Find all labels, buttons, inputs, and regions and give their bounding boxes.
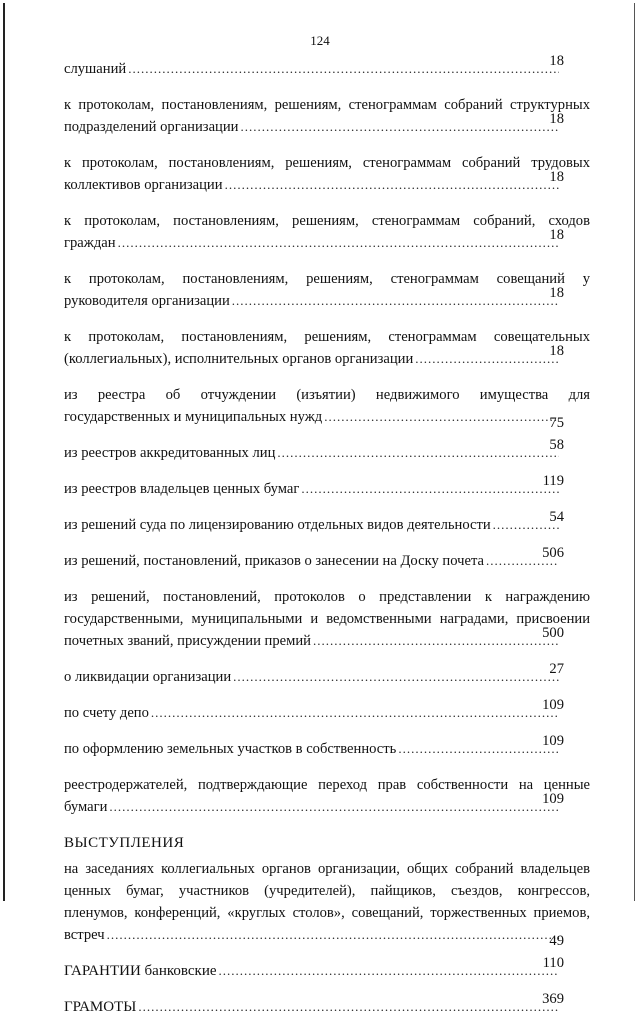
page-number: 124: [310, 33, 330, 48]
page-ref: 18: [549, 169, 564, 185]
index-entry: [64, 858, 590, 949]
entry-last-line: встреч .....: [64, 924, 561, 946]
entry-last-line: из реестров аккредитованных лиц .....: [64, 442, 561, 464]
page-ref: 27: [549, 661, 564, 677]
page-ref: 369: [542, 991, 564, 1007]
section-heading: ВЫСТУПЛЕНИЯ: [64, 835, 185, 851]
entry-last-line: почетных званий, присуждении премий .....: [64, 630, 561, 652]
page-ref: 119: [542, 473, 564, 489]
entry-last-line: руководителя организации .....: [64, 290, 561, 312]
entry-last-line: бумаги .....: [64, 796, 561, 818]
page-ref: 58: [549, 437, 564, 453]
index-entry: [64, 94, 590, 138]
entry-line: из решений, постановлений, протоколов о представлении к награждению: [64, 589, 590, 605]
index-entry: [64, 384, 590, 431]
index-entry: [64, 774, 590, 818]
page-ref: 110: [542, 955, 564, 971]
entry-last-line: (коллегиальных), исполнительных органов организации .....: [64, 348, 561, 370]
page-ref: 75: [549, 415, 564, 431]
page-ref: 109: [542, 791, 564, 807]
entry-line: к протоколам, постановлениям, решениям, стенограммам совещательных: [64, 329, 590, 345]
entry-last-line: государственных и муниципальных нужд .....: [64, 406, 561, 428]
index-content: [64, 53, 590, 1021]
index-entry: [64, 545, 590, 572]
entry-last-line: подразделений организации .....: [64, 116, 561, 138]
entry-last-line: ГРАМОТЫ .....: [64, 996, 561, 1018]
page-ref: 500: [542, 625, 564, 641]
index-entry: [64, 53, 590, 80]
index-entry: [64, 509, 590, 536]
index-entry: [64, 586, 590, 652]
entry-line: к протоколам, постановлениям, решениям, стенограммам совещаний у: [64, 271, 590, 287]
entry-line: на заседаниях коллегиальных органов организации, общих собраний владельцев: [64, 861, 590, 877]
page-ref: 18: [549, 343, 564, 359]
index-entry: [64, 268, 590, 312]
index-entry: [64, 473, 590, 500]
entry-last-line: из решений, постановлений, приказов о занесении на Доску почета .....: [64, 550, 561, 572]
entry-line: к протоколам, постановлениям, решениям, стенограммам собраний структурных: [64, 97, 590, 113]
page-ref: 18: [549, 111, 564, 127]
entry-last-line: слушаний .....: [64, 58, 561, 80]
index-entry: [64, 955, 590, 982]
entry-line: к протоколам, постановлениям, решениям, стенограммам собраний, сходов: [64, 213, 590, 229]
entry-line: государственными, муниципальными и ведомственными наградами, присвоении: [64, 611, 590, 627]
index-entry: [64, 697, 590, 724]
entry-last-line: по оформлению земельных участков в собственность .....: [64, 738, 561, 760]
index-entry: [64, 991, 590, 1018]
index-entry: [64, 661, 590, 688]
entry-line: пленумов, конференций, «круглых столов», совещаний, торжественных приемов,: [64, 905, 590, 921]
page-ref: 109: [542, 697, 564, 713]
entry-line: из реестра об отчуждении (изъятии) недвижимого имущества для: [64, 387, 590, 403]
entry-last-line: из реестров владельцев ценных бумаг .....: [64, 478, 561, 500]
page-ref: 18: [549, 53, 564, 69]
page-ref: 506: [542, 545, 564, 561]
entry-line: ценных бумаг, участников (учредителей), пайщиков, съездов, конгрессов,: [64, 883, 590, 899]
index-entry: [64, 152, 590, 196]
entry-last-line: из решений суда по лицензированию отдельных видов деятельности .....: [64, 514, 561, 536]
entry-last-line: о ликвидации организации .....: [64, 666, 561, 688]
index-entry: [64, 437, 590, 464]
page-ref: 109: [542, 733, 564, 749]
entry-last-line: коллективов организации .....: [64, 174, 561, 196]
page-ref: 18: [549, 285, 564, 301]
entry-last-line: граждан .....: [64, 232, 561, 254]
page-ref: 54: [549, 509, 564, 525]
entry-line: к протоколам, постановлениям, решениям, стенограммам собраний трудовых: [64, 155, 590, 171]
page-ref: 49: [549, 933, 564, 949]
entry-last-line: ГАРАНТИИ банковские .....: [64, 960, 561, 982]
entry-line: реестродержателей, подтверждающие переход прав собственности на ценные: [64, 777, 590, 793]
index-entry: [64, 326, 590, 370]
page-ref: 18: [549, 227, 564, 243]
index-entry: [64, 210, 590, 254]
entry-last-line: по счету депо .....: [64, 702, 561, 724]
index-entry: [64, 733, 590, 760]
